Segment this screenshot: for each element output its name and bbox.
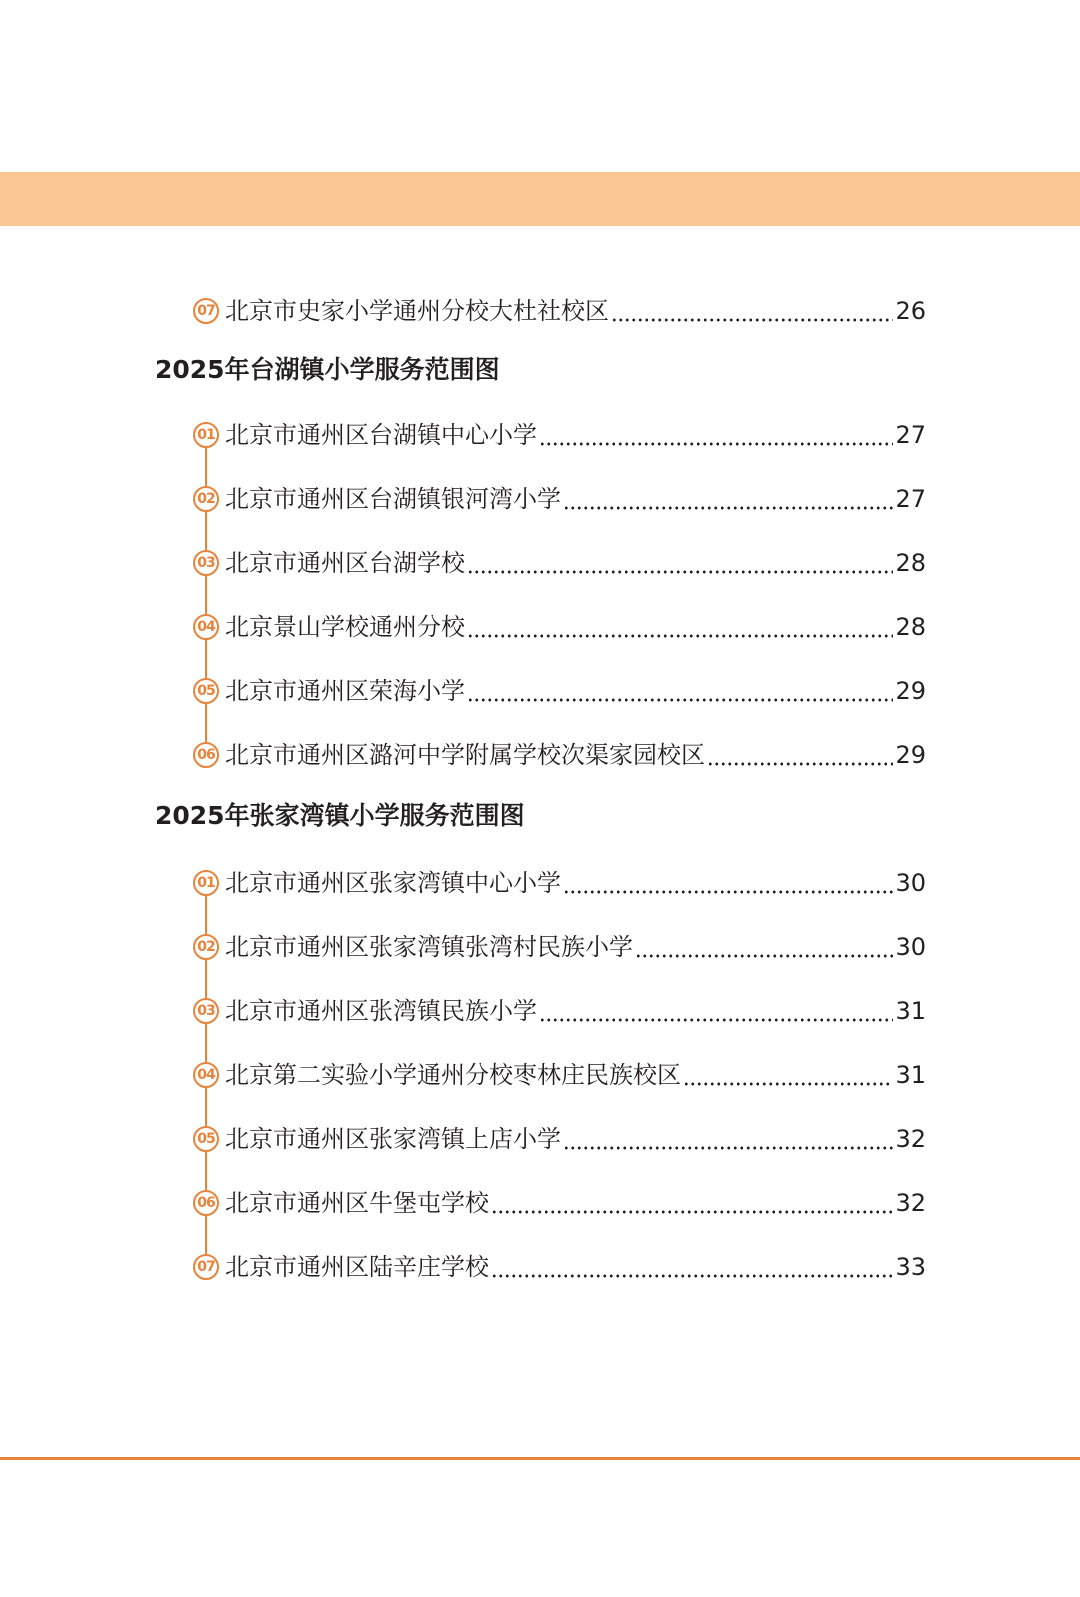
entry-number-badge: 03 (193, 998, 219, 1024)
entry-number-badge: 03 (193, 550, 219, 576)
entry-number-badge: 07 (193, 298, 219, 324)
entry-page-number: 30 (895, 869, 926, 897)
entry-number-badge: 04 (193, 614, 219, 640)
entry-title: 北京市通州区荣海小学 (225, 677, 465, 705)
entry-title: 北京市通州区台湖镇中心小学 (225, 421, 537, 449)
entry-title: 北京市通州区台湖镇银河湾小学 (225, 485, 561, 513)
entry-page-number: 31 (895, 1061, 926, 1089)
dot-leader (635, 954, 893, 958)
dot-leader (539, 442, 893, 446)
toc-entry[interactable] (193, 737, 926, 773)
section-heading-zhangjiawan: 2025年张家湾镇小学服务范围图 (155, 801, 525, 830)
footer-rule (0, 1457, 1080, 1460)
entry-title: 北京市通州区张湾镇民族小学 (225, 997, 537, 1025)
entry-number-badge: 01 (193, 422, 219, 448)
toc-entry[interactable] (193, 929, 926, 965)
dot-leader (563, 890, 893, 894)
entry-title: 北京市通州区张家湾镇张湾村民族小学 (225, 933, 633, 961)
toc-entry[interactable] (193, 865, 926, 901)
entry-number-badge: 01 (193, 870, 219, 896)
entry-page-number: 32 (895, 1125, 926, 1153)
section-heading-taihu: 2025年台湖镇小学服务范围图 (155, 355, 500, 384)
header-band (0, 172, 1080, 226)
entry-title: 北京市通州区张家湾镇上店小学 (225, 1125, 561, 1153)
entry-title: 北京市通州区台湖学校 (225, 549, 465, 577)
entry-number-badge: 05 (193, 1126, 219, 1152)
entry-page-number: 29 (895, 677, 926, 705)
toc-entry[interactable] (193, 1185, 926, 1221)
toc-entry[interactable] (193, 417, 926, 453)
toc-entry[interactable] (193, 673, 926, 709)
entry-page-number: 27 (895, 421, 926, 449)
entry-number-badge: 06 (193, 742, 219, 768)
dot-leader (467, 698, 893, 702)
dot-leader (707, 762, 893, 766)
dot-leader (563, 506, 893, 510)
toc-entry[interactable] (193, 293, 926, 329)
dot-leader (683, 1082, 893, 1086)
dot-leader (467, 634, 893, 638)
entry-page-number: 33 (895, 1253, 926, 1281)
entry-page-number: 28 (895, 549, 926, 577)
entry-title: 北京第二实验小学通州分校枣林庄民族校区 (225, 1061, 681, 1089)
toc-entry[interactable] (193, 545, 926, 581)
toc-entry[interactable] (193, 481, 926, 517)
entry-number-badge: 07 (193, 1254, 219, 1280)
dot-leader (491, 1210, 893, 1214)
toc-entry[interactable] (193, 1249, 926, 1285)
entry-title: 北京市史家小学通州分校大杜社校区 (225, 297, 609, 325)
dot-leader (467, 570, 893, 574)
timeline-connector (205, 435, 207, 755)
dot-leader (539, 1018, 893, 1022)
entry-number-badge: 02 (193, 934, 219, 960)
entry-number-badge: 06 (193, 1190, 219, 1216)
entry-page-number: 27 (895, 485, 926, 513)
entry-title: 北京市通州区张家湾镇中心小学 (225, 869, 561, 897)
toc-entry[interactable] (193, 1121, 926, 1157)
dot-leader (491, 1274, 893, 1278)
entry-title: 北京市通州区牛堡屯学校 (225, 1189, 489, 1217)
entry-number-badge: 04 (193, 1062, 219, 1088)
entry-number-badge: 05 (193, 678, 219, 704)
entry-title: 北京景山学校通州分校 (225, 613, 465, 641)
toc-entry[interactable] (193, 609, 926, 645)
entry-title: 北京市通州区潞河中学附属学校次渠家园校区 (225, 741, 705, 769)
entry-page-number: 28 (895, 613, 926, 641)
entry-page-number: 29 (895, 741, 926, 769)
entry-page-number: 26 (895, 297, 926, 325)
entry-page-number: 30 (895, 933, 926, 961)
entry-page-number: 31 (895, 997, 926, 1025)
toc-entry[interactable] (193, 993, 926, 1029)
entry-number-badge: 02 (193, 486, 219, 512)
entry-page-number: 32 (895, 1189, 926, 1217)
dot-leader (563, 1146, 893, 1150)
toc-entry[interactable] (193, 1057, 926, 1093)
dot-leader (611, 318, 893, 322)
entry-title: 北京市通州区陆辛庄学校 (225, 1253, 489, 1281)
